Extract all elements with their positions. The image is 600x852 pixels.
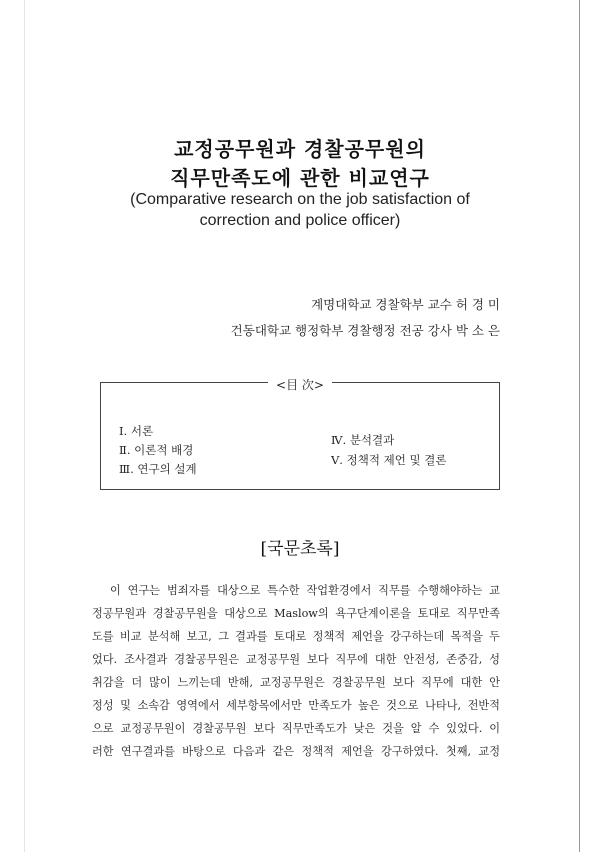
abstract-heading: [국문초록] <box>260 539 340 559</box>
title-english-line1: (Comparative research on the job satisfaction of <box>130 191 470 208</box>
toc-item-5: Ⅴ. 정책적 제언 및 결론 <box>331 453 447 467</box>
author-2: 건동대학교 행정학부 경찰행정 전공 강사 박 소 은 <box>230 323 500 338</box>
toc-item-1: Ⅰ. 서론 <box>119 424 154 438</box>
page-left-edge <box>24 0 25 852</box>
abstract-line: 었다. 조사결과 경찰공무원은 교정공무원 보다 직무에 대한 안전성, 존중감, 성 <box>92 653 500 666</box>
abstract-line: 정성 및 소속감 영역에서 세부항목에서만 만족도가 높은 것으로 나타나, 전반적 <box>92 699 500 712</box>
page-right-edge <box>579 0 580 852</box>
abstract-line: 도를 비교 분석해 보고, 그 결과를 토대로 정책적 제언을 강구하는데 목적을 두 <box>92 630 500 643</box>
author-1: 계명대학교 경찰학부 교수 허 경 미 <box>311 297 500 312</box>
toc-item-2: Ⅱ. 이론적 배경 <box>119 443 194 457</box>
abstract-line: 정공무원과 경찰공무원을 대상으로 Maslow의 욕구단계이론을 토대로 직무만족 <box>92 607 500 620</box>
title-english-line2: correction and police officer) <box>199 212 401 229</box>
abstract-line: 취감을 더 많이 느끼는데 반해, 교정공무원은 경찰공무원 보다 직무에 대한 안 <box>92 676 500 689</box>
title-korean-line1: 교정공무원과 경찰공무원의 <box>174 137 426 161</box>
toc-heading: <目 次> <box>101 374 499 393</box>
title-korean-line2: 직무만족도에 관한 비교연구 <box>170 166 430 190</box>
abstract-line: 이 연구는 범죄자를 대상으로 특수한 작업환경에서 직무를 수행해야하는 교 <box>110 584 500 597</box>
table-of-contents <box>100 378 500 490</box>
abstract-line: 러한 연구결과를 바탕으로 다음과 같은 정책적 제언을 강구하였다. 첫째, 교정 <box>92 745 500 758</box>
toc-item-4: Ⅳ. 분석결과 <box>331 433 395 447</box>
toc-item-3: Ⅲ. 연구의 설계 <box>119 462 197 476</box>
abstract-line: 으로 교정공무원이 경찰공무원 보다 직무만족도가 낮은 것을 알 수 있었다. 이 <box>92 722 500 735</box>
